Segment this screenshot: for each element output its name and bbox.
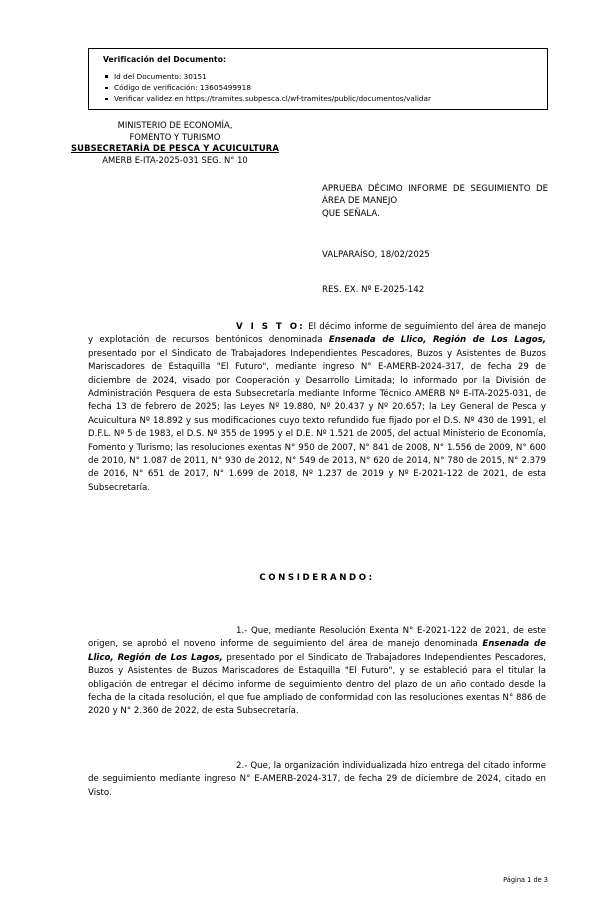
clause-1-area-name: Ensenada de Llico, Región de Los Lagos, [88,639,546,663]
verification-title: Verificación del Documento: [103,55,227,64]
list-item: Código de verificación: 13605499918 [103,82,431,93]
visto-part-1: El décimo informe de seguimiento del área de manejo y explotación de recursos bentónicos denominada [88,322,546,346]
clause-1-paragraph [88,625,546,719]
page-footer [0,876,548,884]
list-item: Id del Documento: 30151 [103,71,431,82]
page-number: Página 1 de 3 [503,876,548,884]
subject-text: APRUEBA DÉCIMO INFORME DE SEGUIMIENTO DE ÁREA DE MANEJO [322,184,548,207]
visto-label: V I S T O: [236,322,305,332]
resolution-number: RES. EX. Nº E-2025-142 [322,285,425,295]
ministry-line-1: MINISTERIO DE ECONOMÍA, [117,120,233,130]
place-and-date: VALPARAÍSO, 18/02/2025 [322,250,430,260]
ministry-header [30,120,320,166]
visto-paragraph [88,321,546,495]
list-item: Verificar validez en https://tramites.subpesca.cl/wf-tramites/public/documentos/validar [103,93,431,104]
clause-2-text: 2.- Que, la organización individualizada hizo entrega del citado informe de seguimiento mediante ingreso N° E-AMERB-2024-317, de fecha 29 de diciembre de 2024, citado en Visto. [88,761,546,798]
subsecretariat-name: SUBSECRETARÍA DE PESCA Y ACUICULTURA [70,143,280,153]
subject-last-line: QUE SEÑALA. [322,208,380,219]
visto-area-name: Ensenada de Llico, Región de Los Lagos, [328,335,547,346]
verification-list [103,71,431,105]
document-verification-box [88,48,548,110]
visto-part-2: presentado por el Sindicato de Trabajadores Independientes Pescadores, Buzos y Asistentes de Buzos Mariscadores de Estaquilla "El Futuro", mediante ingreso N° E-AMERB-2024-317, de fecha 29 de diciembre de 2024, visado por Cooperación y Desarrollo Limitada; lo informado por la División de Administración Pesquera de esta Subsecretaría mediante Informe Técnico AMERB Nº E-ITA-2025-031, de fecha 13 de febrero de 2025; las Leyes Nº 19.880, Nº 20.437 y Nº 20.657; la Ley General de Pesca y Acuicultura Nº 18.892 y sus modificaciones cuyo texto refundido fue fijado por el D.S. Nº 430 de 1991, el D.F.L. Nº 5 de 1983, el D.S. Nº 355 de 1995 y el D.E. Nº 1.521 de 2005, del actual Ministerio de Economía, Fomento y Turismo; las resoluciones exentas N° 950 de 2007, N° 841 de 2008, N° 1.556 de 2009, N° 600 de 2010, N° 1.087 de 2011, N° 930 de 2012, N° 549 de 2013, N° 620 de 2014, N° 780 de 2015, N° 2.379 de 2016, N° 651 de 2017, N° 1.699 de 2018, Nº 1.237 de 2019 y Nº E-2021-122 de 2021, de esta Subsecretaría. [88,348,546,493]
clause-1-part-1: 1.- Que, mediante Resolución Exenta N° E-2021-122 de 2021, de este origen, se aprobó el noveno informe de seguimiento del área de manejo denominada [88,626,546,650]
considerando-heading: CONSIDERANDO: [259,573,375,583]
clause-1-part-2: presentado por el Sindicato de Trabajadores Independientes Pescadores, Buzos y Asistentes de Buzos Mariscadores de Estaquilla "El Futuro", y se estableció para el titular la obligación de entregar el décimo informe de seguimiento dentro del plazo de un año contado desde la fecha de la citada resolución, el que fue ampliado de conformidad con las resoluciones exentas N° 886 de 2020 y N° 2.360 de 2022, de esta Subsecretaría. [88,652,547,717]
amerb-code: AMERB E-ITA-2025-031 SEG. N° 10 [102,154,248,165]
ministry-line-2: FOMENTO Y TURISMO [129,131,221,142]
clause-2-paragraph [88,760,546,800]
document-subject [322,183,548,220]
